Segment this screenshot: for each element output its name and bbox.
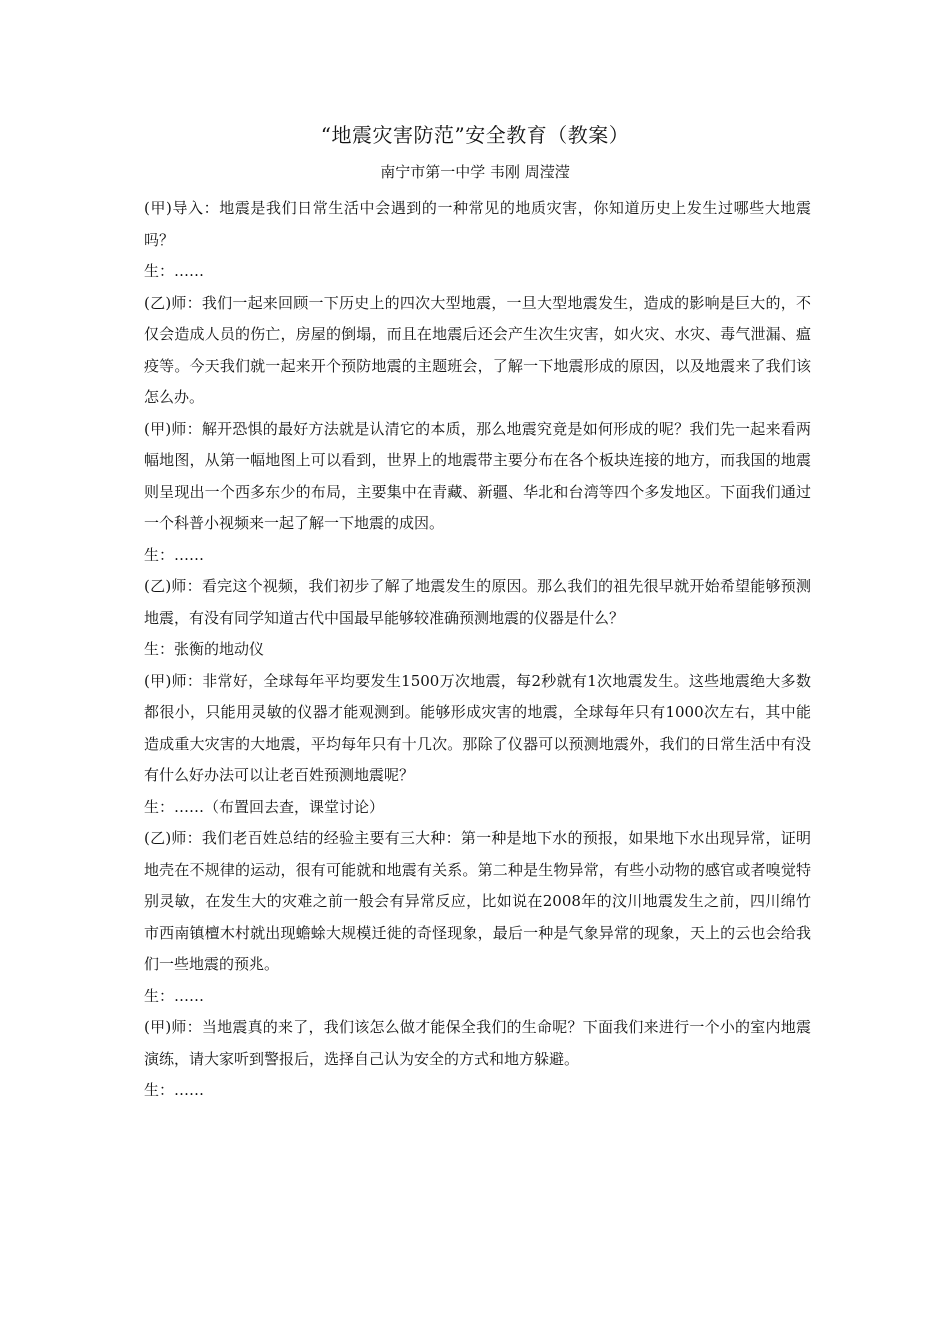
- paragraph-teacher: (甲)师：非常好，全球每年平均要发生1500万次地震，每2秒就有1次地震发生。这些地震绝大多数都很小，只能用灵敏的仪器才能观测到。能够形成灾害的地震，全球每年只有1000次左右，其中能造成重大灾害的大地震，平均每年只有十几次。那除了仪器可以预测地震外，我们的日常生活中有没有什么好办法可以让老百姓预测地震呢？: [144, 671, 811, 784]
- paragraph-student: 生：张衡的地动仪: [144, 640, 265, 658]
- paragraph-intro: (甲)导入：地震是我们日常生活中会遇到的一种常见的地质灾害，你知道历史上发生过哪些大地震吗？: [144, 199, 811, 249]
- paragraph-student: 生：……（布置回去查，课堂讨论）: [144, 797, 385, 816]
- paragraph-teacher: (乙)师：看完这个视频，我们初步了解了地震发生的原因。那么我们的祖先很早就开始希望能够预测地震，有没有同学知道古代中国最早能够较准确预测地震的仪器是什么？: [144, 577, 811, 627]
- paragraph-teacher: (甲)师：当地震真的来了，我们该怎么做才能保全我们的生命呢？下面我们来进行一个小的室内地震演练，请大家听到警报后，选择自己认为安全的方式和地方躲避。: [144, 1018, 811, 1068]
- page-title: “地震灾害防范”安全教育（教案）: [320, 123, 630, 147]
- paragraph-teacher: (乙)师：我们老百姓总结的经验主要有三大种：第一种是地下水的预报，如果地下水出现异常，证明地壳在不规律的运动，很有可能就和地震有关系。第二种是生物异常，有些小动物的感官或者嗅觉特别灵敏，在发生大的灾难之前一般会有异常反应，比如说在2008年的汶川地震发生之前，四川绵竹市西南镇檀木村就出现蟾蜍大规模迁徙的奇怪现象，最后一种是气象异常的现象，天上的云也会给我们一些地震的预兆。: [144, 829, 811, 973]
- paragraph-student: 生：……: [144, 1081, 205, 1099]
- paragraph-student: 生：……: [144, 986, 205, 1005]
- paragraph-student: 生：……: [144, 262, 205, 280]
- paragraph-student: 生：……: [144, 545, 205, 564]
- paragraph-teacher: (乙)师：我们一起来回顾一下历史上的四次大型地震，一旦大型地震发生，造成的影响是巨大的，不仅会造成人员的伤亡，房屋的倒塌，而且在地震后还会产生次生灾害，如火灾、水灾、毒气泄漏、瘟疫等。今天我们就一起来开个预防地震的主题班会，了解一下地震形成的原因，以及地震来了我们该怎么办。: [144, 293, 811, 406]
- lesson-body: [144, 193, 811, 1107]
- paragraph-teacher: (甲)师：解开恐惧的最好方法就是认清它的本质，那么地震究竟是如何形成的呢？我们先一起来看两幅地图，从第一幅地图上可以看到，世界上的地震带主要分布在各个板块连接的地方，而我国的地震则呈现出一个西多东少的布局，主要集中在青藏、新疆、华北和台湾等四个多发地区。下面我们通过一个科普小视频来一起了解一下地震的成因。: [144, 419, 811, 532]
- author-line: 南宁市第一中学 韦刚 周滢滢: [380, 163, 570, 181]
